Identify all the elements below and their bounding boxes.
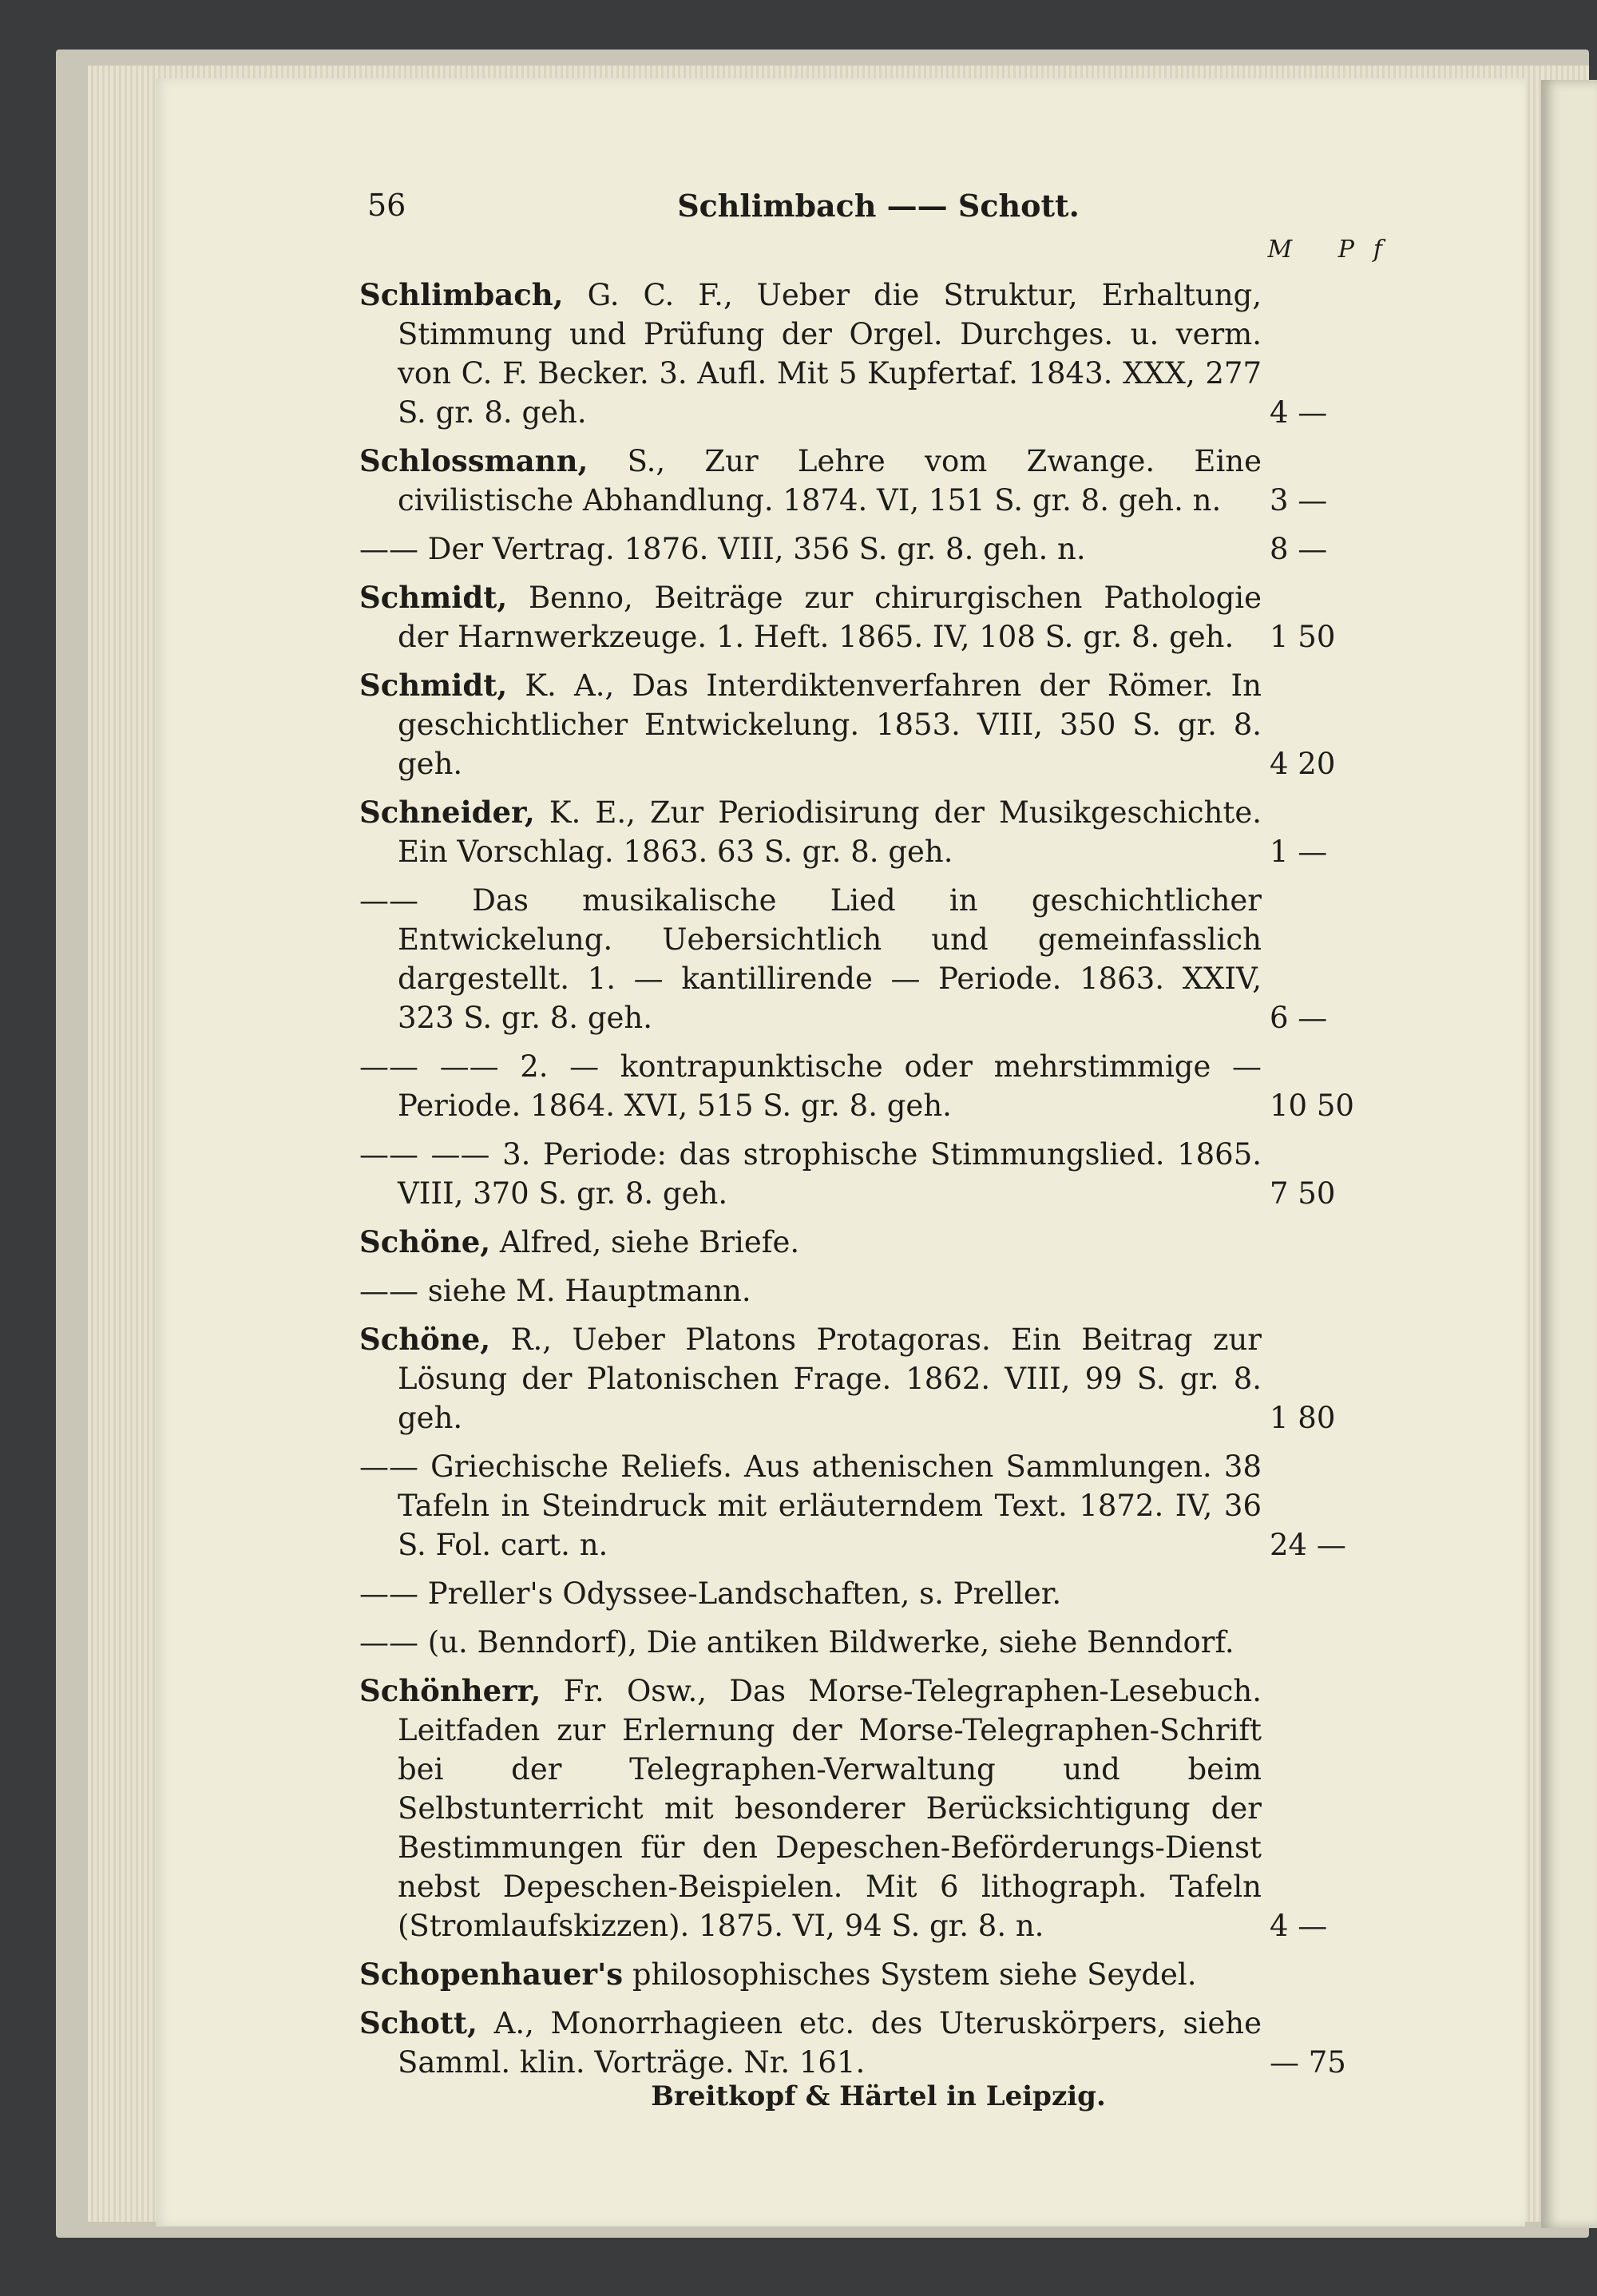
entry-dash: —— [359, 1576, 418, 1611]
entry-text: Alfred, siehe Briefe. [499, 1225, 800, 1259]
entry-author: Schneider, [359, 795, 535, 830]
entry-price: 4 20 [1270, 747, 1336, 781]
entry-author: Schöne, [359, 1224, 491, 1259]
catalog-entry [359, 1671, 1397, 1945]
entry-price: 1 80 [1270, 1401, 1336, 1435]
entry-author: Schönherr, [359, 1673, 541, 1708]
entry-price: 4 — [1270, 1909, 1328, 1943]
catalog-entry [359, 578, 1397, 656]
entry-author: Schmidt, [359, 668, 508, 703]
catalog-entry [359, 1447, 1397, 1564]
entry-text: K. A., Das Interdiktenverfahren der Römer. In geschichtlicher Entwickelung. 1853. VIII, 350 S. gr. 8. geh. [398, 668, 1262, 781]
entry-text: K. E., Zur Periodisirung der Musikgeschichte. Ein Vorschlag. 1863. 63 S. gr. 8. geh. [398, 795, 1262, 869]
entry-dash: —— [359, 532, 418, 566]
entry-dash: —— —— [359, 1049, 499, 1084]
entry-price: 1 50 [1270, 620, 1336, 654]
entry-text: R., Ueber Platons Protagoras. Ein Beitrag zur Lösung der Platonischen Frage. 1862. VIII, 99 S. gr. 8. geh. [398, 1322, 1262, 1435]
entry-price: 4 — [1270, 395, 1328, 430]
next-page-edge [1541, 80, 1597, 2228]
catalog-entry [359, 1223, 1397, 1262]
entry-text: Benno, Beiträge zur chirurgischen Pathologie der Harnwerkzeuge. 1. Heft. 1865. IV, 108 S. gr. 8. geh. [398, 581, 1262, 654]
catalog-entry [359, 1955, 1397, 1994]
catalog-entry [359, 1047, 1397, 1125]
entry-author: Schlimbach, [359, 277, 564, 312]
entry-price: 24 — [1270, 1528, 1346, 1562]
running-title: Schlimbach —— Schott. [677, 188, 1080, 224]
entry-text: Preller's Odyssee-Landschaften, s. Preller. [427, 1576, 1062, 1611]
entry-author: Schöne, [359, 1322, 491, 1357]
entry-author: Schmidt, [359, 580, 508, 615]
publisher-footer: Breitkopf & Härtel in Leipzig. [651, 2080, 1106, 2112]
entry-price: 1 — [1270, 835, 1328, 869]
entry-text: siehe M. Hauptmann. [427, 1274, 751, 1308]
entry-price: 6 — [1270, 1001, 1328, 1035]
entry-dash: —— [359, 1449, 418, 1484]
catalog-entry [359, 2004, 1397, 2082]
catalog-entry [359, 666, 1397, 783]
catalog-entry [359, 1320, 1397, 1437]
running-head [359, 180, 1397, 228]
page-number: 56 [367, 188, 406, 223]
catalog-entry [359, 1271, 1397, 1311]
entry-text: A., Monorrhagieen etc. des Uteruskörpers, siehe Samml. klin. Vorträge. Nr. 161. [398, 2006, 1262, 2080]
entry-text: Fr. Osw., Das Morse-Telegraphen-Lesebuch. Leitfaden zur Erlernung der Morse-Telegraphen-Schrift bei der Telegraphen-Verwaltung und beim Selbstunterricht mit besonderer Berücksichtigung der Bestimmungen für den Depeschen-Beförderungs-Dienst nebst Depeschen-Beispielen. Mit 6 lithograph. Tafeln (Stromlaufskizzen). 1875. VI, 94 S. gr. 8. n. [398, 1674, 1262, 1943]
entry-price: 8 — [1270, 532, 1328, 566]
catalog-entry [359, 1574, 1397, 1613]
entry-dash: —— —— [359, 1137, 490, 1172]
catalog-entries [359, 276, 1397, 2092]
entry-author: Schlossmann, [359, 443, 588, 478]
entry-author: Schott, [359, 2005, 478, 2040]
entry-price: 7 50 [1270, 1176, 1336, 1211]
entry-price: — 75 [1270, 2045, 1346, 2080]
entry-dash: —— [359, 883, 418, 918]
entry-dash: —— [359, 1274, 418, 1308]
price-column-header: M Pf [1267, 236, 1401, 264]
entry-text: 2. — kontrapunktische oder mehrstimmige — Periode. 1864. XVI, 515 S. gr. 8. geh. [398, 1049, 1262, 1123]
entry-text: Griechische Reliefs. Aus athenischen Sammlungen. 38 Tafeln in Steindruck mit erläuterndem Text. 1872. IV, 36 S. Fol. cart. n. [398, 1449, 1262, 1562]
catalog-entry [359, 881, 1397, 1037]
entry-text: (u. Benndorf), Die antiken Bildwerke, siehe Benndorf. [427, 1625, 1234, 1660]
catalog-entry [359, 793, 1397, 871]
entry-text: philosophisches System siehe Seydel. [632, 1957, 1197, 1992]
catalog-entry [359, 1135, 1397, 1213]
entry-price: 3 — [1270, 483, 1328, 517]
entry-price: 10 50 [1270, 1089, 1354, 1123]
catalog-entry [359, 1623, 1397, 1662]
entry-author: Schopenhauer's [359, 1957, 624, 1992]
entry-text: 3. Periode: das strophische Stimmungslied. 1865. VIII, 370 S. gr. 8. geh. [398, 1137, 1262, 1211]
catalog-entry [359, 529, 1397, 569]
entry-text: Der Vertrag. 1876. VIII, 356 S. gr. 8. geh. n. [427, 532, 1086, 566]
entry-text: Das musikalische Lied in geschichtlicher Entwickelung. Uebersichtlich und gemeinfasslich dargestellt. 1. — kantillirende — Periode. 1863. XXIV, 323 S. gr. 8. geh. [398, 883, 1262, 1035]
entry-dash: —— [359, 1625, 418, 1660]
catalog-entry [359, 442, 1397, 520]
catalog-entry [359, 276, 1397, 432]
entry-text: G. C. F., Ueber die Struktur, Erhaltung, Stimmung und Prüfung der Orgel. Durchges. u. verm. von C. F. Becker. 3. Aufl. Mit 5 Kupfertaf. 1843. XXX, 277 S. gr. 8. geh. [398, 278, 1262, 430]
entry-text: S., Zur Lehre vom Zwange. Eine civilistische Abhandlung. 1874. VI, 151 S. gr. 8. geh. n. [398, 444, 1262, 517]
